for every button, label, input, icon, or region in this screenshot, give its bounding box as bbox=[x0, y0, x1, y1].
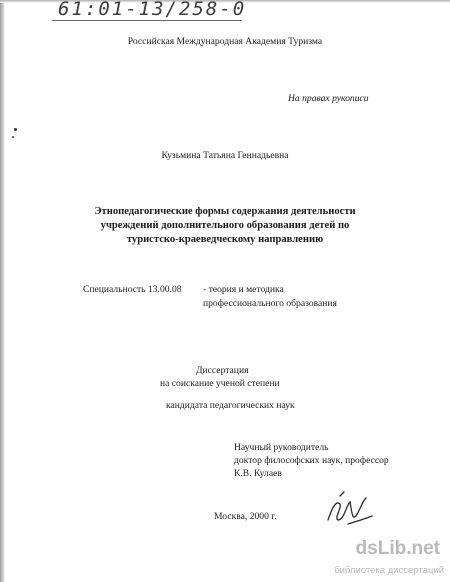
scan-speck bbox=[14, 128, 17, 131]
scan-speck bbox=[12, 136, 14, 138]
watermark-logo: dsLib.net bbox=[355, 538, 440, 559]
dissertation-title bbox=[20, 205, 430, 247]
archive-stamp-number: 61:01-13/258-0 bbox=[58, 0, 247, 20]
handwritten-signature bbox=[322, 490, 376, 530]
stamp-underline bbox=[52, 20, 242, 21]
institution-name: Российская Международная Академия Туризма bbox=[127, 36, 323, 47]
title-line: Этнопедагогические формы содержания деятельности bbox=[94, 206, 356, 217]
supervisor-name: К.В. Кулаев bbox=[234, 468, 282, 479]
degree-line-1: Диссертация bbox=[196, 365, 249, 376]
degree-line-2: на соискание ученой степени bbox=[160, 378, 280, 389]
rights-note: На правах рукописи bbox=[288, 93, 369, 104]
title-line: учреждений дополнительного образования детей по bbox=[100, 220, 350, 231]
specialty-line-2: профессионального образования bbox=[203, 298, 337, 309]
dslib-watermark bbox=[334, 537, 450, 582]
degree-line-3: кандидата педагогических наук bbox=[166, 400, 295, 411]
supervisor-role: Научный руководитель bbox=[234, 442, 329, 453]
specialty-label: Специальность 13.00.08 bbox=[83, 284, 182, 295]
title-line: туристско-краеведческому направлению bbox=[126, 234, 324, 245]
supervisor-title: доктор философских наук, профессор bbox=[234, 455, 389, 466]
watermark-tagline: библиотека диссертаций bbox=[334, 565, 444, 576]
specialty-line-1: - теория и методика bbox=[203, 284, 284, 295]
author-name: Кузьмина Татьяна Геннадьевна bbox=[161, 150, 289, 161]
scan-edge-left bbox=[0, 0, 5, 582]
place-and-year: Москва, 2000 г. bbox=[214, 511, 277, 522]
